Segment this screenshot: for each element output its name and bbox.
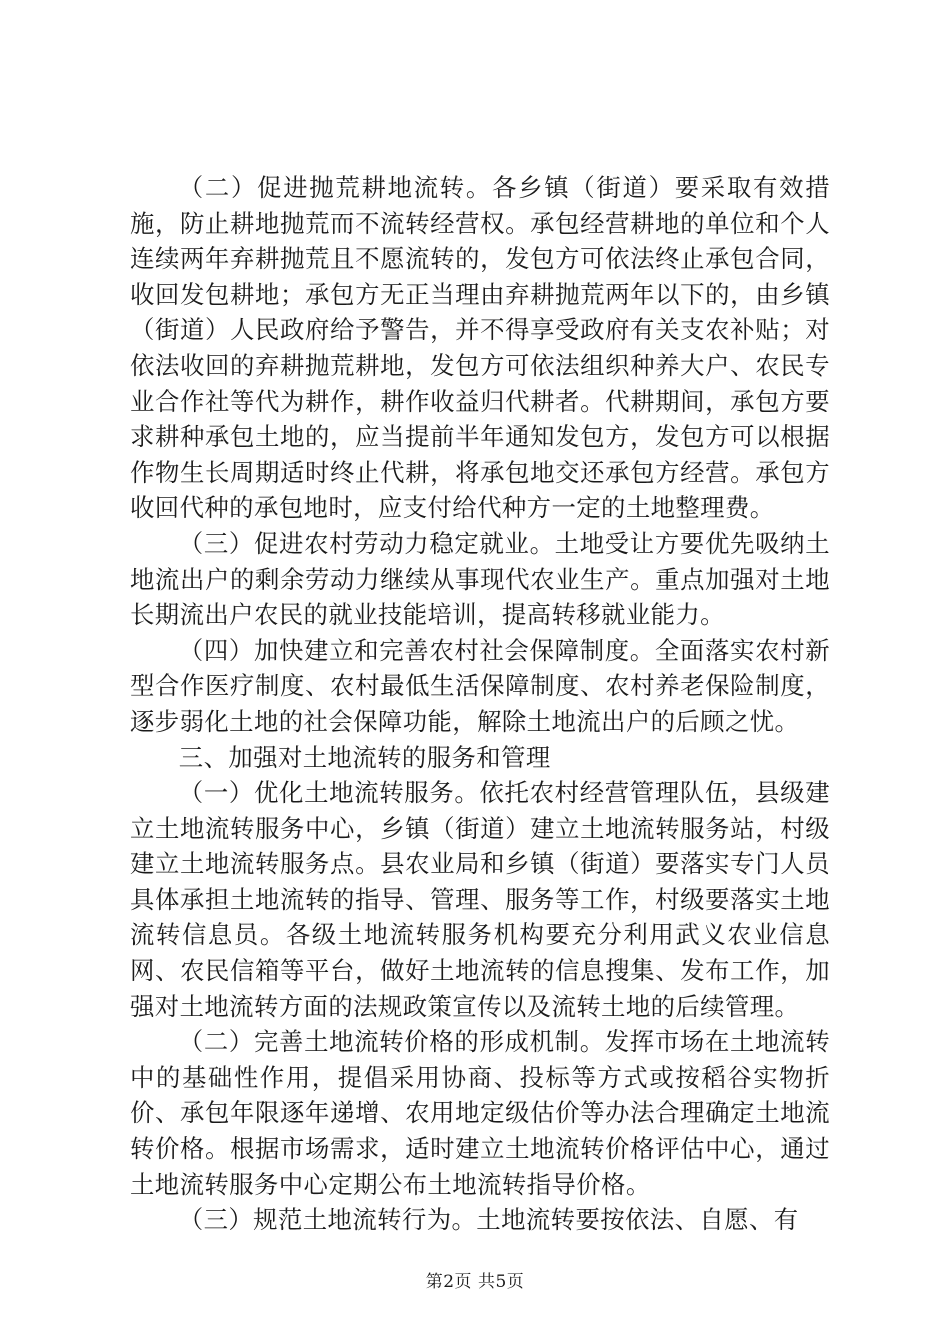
paragraph-regulate-behavior: （三）规范土地流转行为。土地流转要按依法、自愿、有 — [178, 1205, 799, 1235]
paragraph-price-mechanism: （二）完善土地流转价格的形成机制。发挥市场在土地流转中的基础性作用，提倡采用协商、投标等方式或按稻谷实物折价、承包年限逐年递增、农用地定级估价等办法合理确定土地流转价格。根据市场需求，适时建立土地流转价格评估中心，通过土地流转服务中心定期公布土地流转指导价格。 — [130, 1027, 830, 1199]
page-number-footer: 第2页 共5页 — [425, 1272, 525, 1292]
paragraph-optimize-service: （一）优化土地流转服务。依托农村经营管理队伍，县级建立土地流转服务中心，乡镇（街道）建立土地流转服务站，村级建立土地流转服务点。县农业局和乡镇（街道）要落实专门人员具体承担土地流转的指导、管理、服务等工作，村级要落实土地流转信息员。各级土地流转服务机构要充分利用武义农业信息网、农民信箱等平台，做好土地流转的信息搜集、发布工作，加强对土地流转方面的法规政策宣传以及流转土地的后续管理。 — [130, 778, 830, 1021]
section-heading-service-management: 三、加强对土地流转的服务和管理 — [178, 742, 551, 772]
paragraph-stable-employment: （三）促进农村劳动力稳定就业。土地受让方要优先吸纳土地流出户的剩余劳动力继续从事现代农业生产。重点加强对土地长期流出户农民的就业技能培训，提高转移就业能力。 — [130, 528, 830, 630]
document-body — [130, 170, 830, 1238]
paragraph-social-security: （四）加快建立和完善农村社会保障制度。全面落实农村新型合作医疗制度、农村最低生活保障制度、农村养老保险制度，逐步弱化土地的社会保障功能，解除土地流出户的后顾之忧。 — [130, 635, 830, 736]
paragraph-promote-abandoned-land-transfer: （二）促进抛荒耕地流转。各乡镇（街道）要采取有效措施，防止耕地抛荒而不流转经营权。承包经营耕地的单位和个人连续两年弃耕抛荒且不愿流转的，发包方可依法终止承包合同，收回发包耕地；承包方无正当理由弃耕抛荒两年以下的，由乡镇（街道）人民政府给予警告，并不得享受政府有关支农补贴；对依法收回的弃耕抛荒耕地，发包方可依法组织种养大户、农民专业合作社等代为耕作，耕作收益归代耕者。代耕期间，承包方要求耕种承包土地的，应当提前半年通知发包方，发包方可以根据作物生长周期适时终止代耕，将承包地交还承包方经营。承包方收回代种的承包地时，应支付给代种方一定的土地整理费。 — [130, 173, 830, 523]
